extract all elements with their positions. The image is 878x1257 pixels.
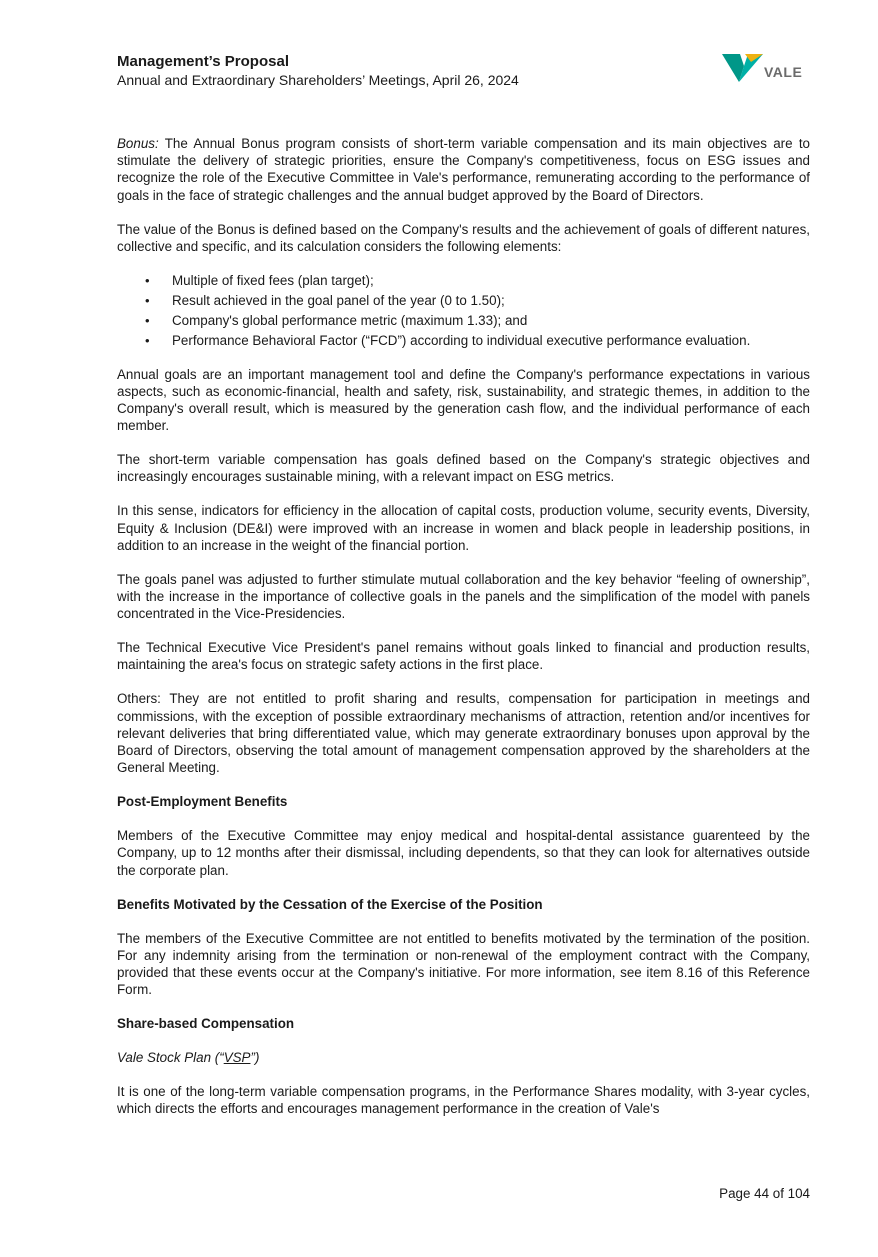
paragraph-annual-goals: Annual goals are an important management tool and define the Company's performance expectations in various aspects, such as economic-financial, health and safety, risk, sustainability, and strategic themes, in addition to the Company's overall result, which is measured by the generation cash flow, and the individual performance of each member. bbox=[117, 366, 810, 434]
bonus-elements-list bbox=[117, 272, 810, 350]
paragraph-bonus-value: The value of the Bonus is defined based on the Company's results and the achievement of goals of different natures, collective and specific, and its calculation considers the following elements: bbox=[117, 221, 810, 254]
heading-share-based: Share-based Compensation bbox=[117, 1016, 295, 1032]
bonus-text: The Annual Bonus program consists of short-term variable compensation and its main objectives are to stimulate the delivery of strategic priorities, ensure the Company's competitiveness, focus on ESG issues and recognize the role of the Executive Committee in Vale's performance, remunerating according to the performance of goals in the face of strategic challenges and the annual budget approved by the Board of Directors. bbox=[117, 136, 810, 203]
vsp-suffix: ”) bbox=[250, 1050, 260, 1066]
paragraph-technical-vp: The Technical Executive Vice President's panel remains without goals linked to financial and production results, maintaining the area's focus on strategic safety actions in the first place. bbox=[117, 640, 810, 673]
paragraph-cessation-benefits: The members of the Executive Committee are not entitled to benefits motivated by the termination of the position. For any indemnity arising from the termination or non-renewal of the employment contract with the Company, provided that these events occur at the Company's initiative. For more information, see item 8.16 of this Reference Form. bbox=[117, 930, 810, 998]
list-item: • Performance Behavioral Factor (“FCD”) according to individual executive performance evaluation. bbox=[172, 332, 810, 349]
list-item: • Multiple of fixed fees (plan target); bbox=[172, 272, 810, 289]
page-number: Page 44 of 104 bbox=[719, 1186, 810, 1201]
heading-post-employment: Post-Employment Benefits bbox=[117, 794, 288, 810]
list-item: • Result achieved in the goal panel of the year (0 to 1.50); bbox=[172, 292, 810, 309]
paragraph-vsp: It is one of the long-term variable compensation programs, in the Performance Shares modality, with 3-year cycles, which directs the efforts and encourages management performance in the creation of Vale's bbox=[117, 1084, 810, 1117]
page-header bbox=[117, 53, 817, 89]
vale-logo-text: VALE bbox=[764, 64, 803, 80]
paragraph-goals-panel: The goals panel was adjusted to further stimulate mutual collaboration and the key behavior “feeling of ownership”, with the increase in the importance of collective goals in the panels and the simplification of the model with panels concentrated in the Vice-Presidencies. bbox=[117, 571, 810, 622]
document-body bbox=[117, 135, 810, 1134]
list-item: • Company's global performance metric (maximum 1.33); and bbox=[172, 312, 810, 329]
heading-cessation-benefits: Benefits Motivated by the Cessation of the Exercise of the Position bbox=[117, 896, 543, 912]
paragraph-short-term: The short-term variable compensation has goals defined based on the Company's strategic objectives and increasingly encourages sustainable mining, with a relevant impact on ESG metrics. bbox=[117, 452, 810, 485]
document-title: Management’s Proposal bbox=[117, 53, 289, 70]
vsp-prefix: Vale Stock Plan (“ bbox=[117, 1050, 224, 1066]
document-subtitle: Annual and Extraordinary Shareholders’ Meetings, April 26, 2024 bbox=[117, 72, 519, 88]
vale-logo-icon bbox=[722, 51, 764, 85]
paragraph-post-employment: Members of the Executive Committee may enjoy medical and hospital-dental assistance guarenteed by the Company, up to 12 months after their dismissal, including dependents, so that they can look for alternatives outside the corporate plan. bbox=[117, 828, 810, 878]
vsp-abbreviation: VSP bbox=[223, 1050, 251, 1066]
paragraph-others: Others: They are not entitled to profit sharing and results, compensation for participation in meetings and commissions, with the exception of possible extraordinary mechanisms of attraction, retention and/or incentives for relevant deliveries that bring differentiated value, which may generate extraordinary bonuses upon approval by the Board of Directors, observing the total amount of management compensation approved by the shareholders at the General Meeting. bbox=[117, 691, 810, 776]
vale-logo bbox=[722, 51, 812, 87]
paragraph-indicators: In this sense, indicators for efficiency in the allocation of capital costs, production volume, security events, Diversity, Equity & Inclusion (DE&I) were improved with an increase in women and black people in leadership positions, in addition to an increase in the weight of the financial portion. bbox=[117, 503, 810, 553]
vale-stock-plan-title bbox=[117, 1049, 810, 1066]
paragraph-bonus bbox=[117, 135, 810, 204]
bonus-label: Bonus: bbox=[117, 136, 159, 151]
